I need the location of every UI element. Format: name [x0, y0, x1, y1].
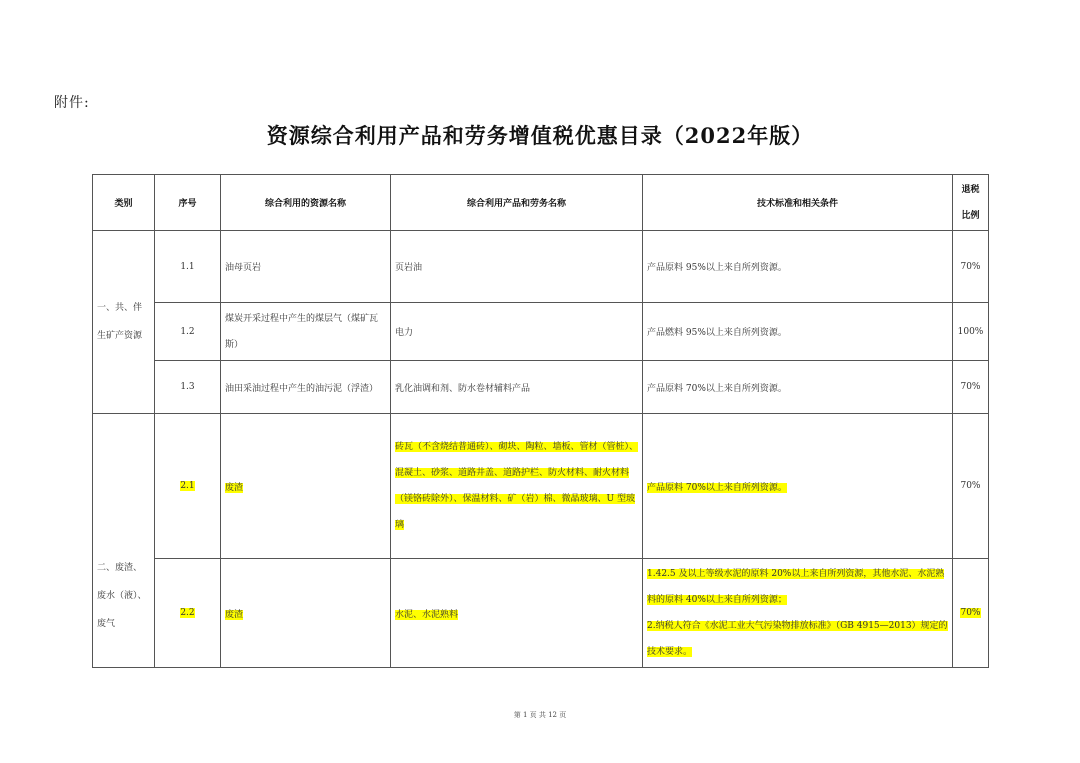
- seq-cell: [155, 559, 221, 668]
- ratio-cell: 100%: [953, 303, 989, 361]
- header-ratio-line1: 退税: [961, 184, 980, 195]
- seq-cell: 1.1: [155, 231, 221, 303]
- catalog-table: [92, 174, 989, 668]
- standard-text-2: 2.纳税人符合《水泥工业大气污染物排放标准》（GB 4915—2013）规定的技术要求。: [647, 621, 948, 657]
- header-ratio-line2: 比例: [961, 210, 980, 221]
- attachment-label: 附件:: [54, 95, 90, 111]
- seq-cell: 1.3: [155, 361, 221, 414]
- document-title: 资源综合利用产品和劳务增值税优惠目录（2022年版）: [266, 123, 814, 148]
- seq-text: 2.1: [180, 481, 195, 491]
- standard-cell: 产品原料 95%以上来自所列资源。: [643, 231, 953, 303]
- standard-cell: 产品原料 70%以上来自所列资源。: [643, 361, 953, 414]
- product-cell: 电力: [391, 303, 643, 361]
- resource-cell: 油母页岩: [221, 231, 391, 303]
- header-ratio: [953, 175, 989, 231]
- seq-cell: [155, 414, 221, 559]
- product-cell: [391, 559, 643, 668]
- table-header-row: [93, 175, 989, 231]
- ratio-cell: 70%: [953, 361, 989, 414]
- resource-cell: 油田采油过程中产生的油污泥（浮渣）: [221, 361, 391, 414]
- standard-text-1: 1.42.5 及以上等级水泥的原料 20%以上来自所列资源，其他水泥、水泥熟料的原料 40%以上来自所列资源；: [647, 569, 945, 605]
- table-row: [93, 361, 989, 414]
- product-cell: 页岩油: [391, 231, 643, 303]
- header-standard: 技术标准和相关条件: [643, 175, 953, 231]
- standard-cell: [643, 559, 953, 668]
- standard-text: 产品原料 70%以上来自所列资源。: [647, 482, 787, 493]
- product-text: 水泥、水泥熟料: [395, 609, 459, 620]
- category-cell: 二、废渣、废水（液）、废气: [93, 414, 155, 668]
- header-resource: 综合利用的资源名称: [221, 175, 391, 231]
- resource-cell: [221, 414, 391, 559]
- header-seq: 序号: [155, 175, 221, 231]
- header-product: 综合利用产品和劳务名称: [391, 175, 643, 231]
- resource-text: 废渣: [225, 482, 244, 493]
- table-row: [93, 303, 989, 361]
- page-footer: 第 1 页 共 12 页: [513, 711, 567, 719]
- table-row: [93, 231, 989, 303]
- seq-cell: 1.2: [155, 303, 221, 361]
- ratio-text: 70%: [960, 608, 981, 618]
- category-cell: 一、共、伴生矿产资源: [93, 231, 155, 414]
- standard-cell: [643, 414, 953, 559]
- seq-text: 2.2: [180, 608, 195, 618]
- product-text: 砖瓦（不含烧结普通砖）、砌块、陶粒、墙板、管材（管桩）、混凝土、砂浆、道路井盖、道路护栏、防火材料、耐火材料（镁铬砖除外）、保温材料、矿（岩）棉、微晶玻璃、U 型玻璃: [395, 442, 639, 530]
- ratio-cell: 70%: [953, 414, 989, 559]
- ratio-cell: [953, 559, 989, 668]
- product-cell: [391, 414, 643, 559]
- product-cell: 乳化油调和剂、防水卷材辅料产品: [391, 361, 643, 414]
- header-category: 类别: [93, 175, 155, 231]
- resource-cell: [221, 559, 391, 668]
- standard-cell: 产品燃料 95%以上来自所列资源。: [643, 303, 953, 361]
- ratio-cell: 70%: [953, 231, 989, 303]
- table-row: [93, 559, 989, 668]
- resource-cell: 煤炭开采过程中产生的煤层气（煤矿瓦斯）: [221, 303, 391, 361]
- table-row: [93, 414, 989, 559]
- resource-text: 废渣: [225, 609, 244, 620]
